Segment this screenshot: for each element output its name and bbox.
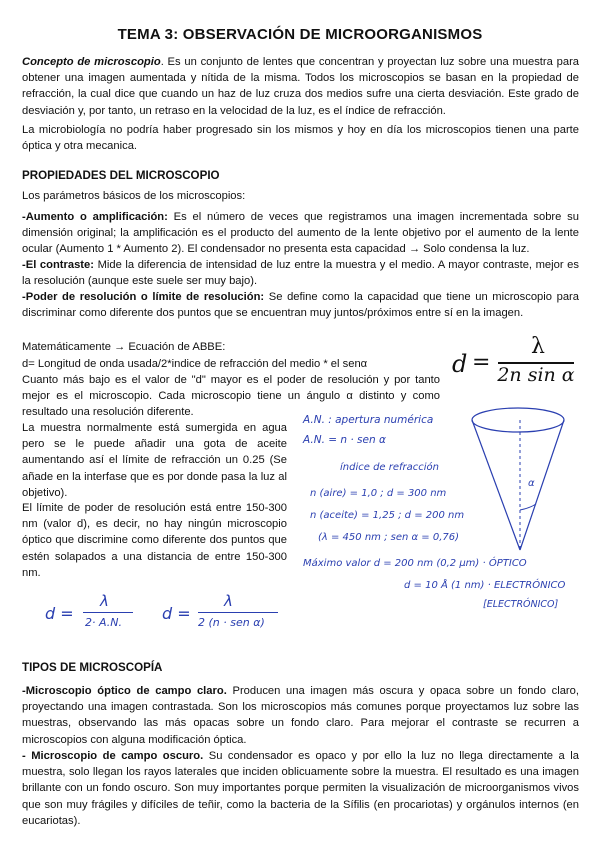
properties-lead: Los parámetros básicos de los microscopios: [22,190,246,202]
type-text: Su condensador es opaco y por ello la luz no llega directamente a la muestra, solo llegan los rayos laterales que inciden oblicuamente sobre la muestra. El resultado es una imagen brillante con un fondo oscuro. Son muy importantes porque permiten la visualización de microorganismos vivos que son muy frágiles y difíciles de teñir, como la bacteria de la Sífilis (en procariotas) y orgánulos internos (en eucariotas). [22,750,579,827]
cone-angle-label: α [528,478,535,489]
handwritten-note-electronic: d = 10 Å (1 nm) · ELECTRÓNICO [404,580,566,591]
type-label: -Microscopio óptico de campo claro. [22,685,227,697]
handwritten-note-air: n (aire) = 1,0 ; d = 300 nm [310,488,447,499]
handwritten-note-an: A.N. : apertura numérica [303,414,434,426]
property-text: Se define como la capacidad que tiene un microscopio para discriminar como diferente dos puntos que se encuentran muy juntos/próximos entre sí en la imagen. [22,291,579,320]
formula-denominator: 2n sin α [497,364,575,386]
hand-formula-lhs: d = [45,604,74,623]
intro-paragraph-2: La microbiología no podría haber progresado sin los mismos y hoy en día los microscopios tienen una parte óptica y otra mecanica. [22,124,579,153]
hand-formula-bar [83,612,133,613]
handwritten-note-oil: n (aceite) = 1,25 ; d = 200 nm [310,510,465,521]
hand-formula-numerator: λ [224,592,233,610]
property-label: -Aumento o amplificación: [22,211,168,223]
type-darkfield [22,748,579,829]
abbe-limit-note: El límite de poder de resolución está entre 150-300 nm (valor d), es decir, no hay ningún microscopio óptico que discrimine como diferente dos puntos que estén solapados a una distancia de entre 150-300 nm. [22,502,287,579]
property-label: -Poder de resolución o límite de resolución: [22,291,265,303]
handwritten-formula-1 [45,594,155,638]
hand-formula-denominator: 2 (n · sen α) [198,616,265,629]
handwritten-note-an-formula: A.N. = n · sen α [303,434,386,446]
hand-formula-denominator: 2· A.N. [85,616,122,629]
property-label: -El contraste: [22,259,94,271]
type-label: - Microscopio de campo oscuro. [22,750,204,762]
page-title: TEMA 3: OBSERVACIÓN DE MICROORGANISMOS [117,26,483,43]
handwritten-note-max-optical: Máximo valor d = 200 nm (0,2 μm) · ÓPTICO [303,558,527,569]
intro-term: Concepto de microscopio [22,56,161,68]
abbe-oil-note: La muestra normalmente está sumergida en agua pero se le puede añadir una gota de aceite aumentando así el límite de refracción un 0.25 (Se añade en la interfase que es por donde pasa la luz al objetivo). [22,422,287,499]
property-contrast [22,257,579,289]
section-heading-types: TIPOS DE MICROSCOPÍA [22,661,163,674]
property-text: Es el número de veces que registramos una imagen incrementada sobre su dimensión original; la amplificación es el producto del aumento de la lente objetivo por el aumento de la lente ocular (Aumento 1 * Aumento 2). El condensador no presenta esta capacidad → Solo condensa la luz. [22,211,579,256]
abbe-definition: d= Longitud de onda usada/2*indice de refracción del medio * el senα [22,358,368,370]
handwritten-formula-2 [162,594,282,638]
type-brightfield [22,683,579,748]
abbe-explanation: Cuanto más bajo es el valor de "d" mayor es el poder de resolución y por tanto mejor es el microscopio. Cada microscopio tiene un ángulo α distinto y como resultado una resolución diferente. [22,374,440,419]
hand-formula-numerator: λ [100,592,109,610]
hand-formula-bar [198,612,278,613]
handwritten-note-lambda: (λ = 450 nm ; sen α = 0,76) [318,532,460,543]
section-heading-properties: PROPIEDADES DEL MICROSCOPIO [22,169,220,182]
formula-lhs: d [452,350,468,378]
intro-paragraph [22,54,579,119]
type-text: Producen una imagen más oscura y opaca sobre un fondo claro, proyectando una imagen contrastada. Son los microscopios más comunes porque proyectamos luz sobre las muestras, observando las más opacas sobre un fondo claro. Para mejorar el contraste se recurren a microscopios con alguna modificación óptica. [22,685,579,746]
cone-drawing [460,400,580,570]
property-amplification [22,209,579,258]
property-text: Mide la diferencia de intensidad de luz entre la muestra y el medio. A mayor contraste, mejor es la resolución (aunque este suele ser muy bajo). [22,259,579,288]
intro-text: . Es un conjunto de lentes que concentran y proyectan luz sobre una muestra para obtener una imagen aumentada y nítida de la misma. Todos los microscopios se basan en la propiedad de refracción, la cual dice que cuando un haz de luz cruza dos medios sufre una cierta desviación. Este grado de desviación y, por tanto, un retraso en la velocidad de la luz, es el índice de refracción. [22,56,580,117]
abbe-formula [448,334,578,390]
formula-numerator: λ [531,334,545,359]
formula-equals: = [472,350,491,375]
property-resolution [22,289,579,321]
handwritten-note-electronic-box: [ELECTRÓNICO] [483,599,559,610]
hand-formula-lhs: d = [162,604,191,623]
handwritten-note-refraction-index: índice de refracción [340,462,440,473]
abbe-intro: Matemáticamente → Ecuación de ABBE: [22,341,226,353]
